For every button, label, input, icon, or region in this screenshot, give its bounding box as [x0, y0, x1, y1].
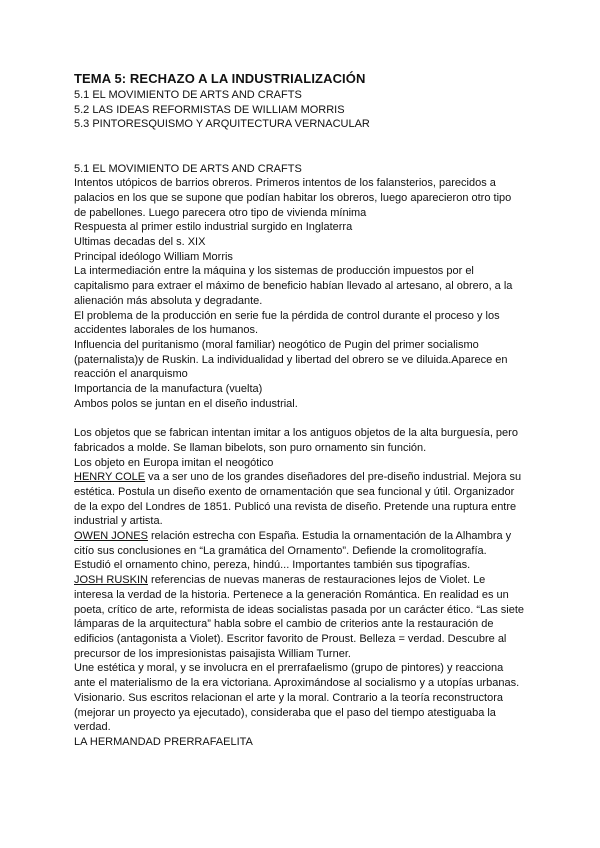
- josh-ruskin-paragraph: [74, 573, 554, 588]
- toc-item: 5.1 EL MOVIMIENTO DE ARTS AND CRAFTS: [74, 89, 302, 101]
- text-line: Ambos polos se juntan en el diseño industrial.: [74, 397, 298, 410]
- henry-cole-paragraph: [74, 470, 554, 485]
- text-line: Los objetos que se fabrican intentan imitar a los antiguos objetos de la alta burguesía, pero: [74, 427, 518, 440]
- text-line: Une estética y moral, y se involucra en el prerrafaelismo (grupo de pintores) y reacciona: [74, 662, 504, 675]
- text-line: edificios (antagonista a Violet). Escritor favorito de Proust. Belleza = verdad. Descubre al: [74, 632, 507, 645]
- text-line: industrial y artista.: [74, 515, 163, 528]
- document-page: [74, 70, 554, 750]
- document-title: TEMA 5: RECHAZO A LA INDUSTRIALIZACIÓN: [74, 71, 366, 86]
- text-line: Respuesta al primer estilo industrial surgido en Inglaterra: [74, 221, 353, 234]
- section-heading: 5.1 EL MOVIMIENTO DE ARTS AND CRAFTS: [74, 162, 302, 175]
- text-line: (mejorar un proyecto ya ejecutado), consideraba que el paso del tiempo atestiguaba la: [74, 706, 496, 719]
- text-line: estética. Postula un diseño exento de ornamentación que sea funcional y útil. Organizador: [74, 485, 515, 498]
- text-line: (paternalista)y de Ruskin. La individualidad y libertad del obrero se ve diluida.Aparece en: [74, 353, 508, 366]
- text-line: Los objeto en Europa imitan el neogótico: [74, 456, 274, 469]
- text-line: verdad.: [74, 721, 111, 734]
- text-line: La intermediación entre la máquina y los sistemas de producción impuestos por el: [74, 265, 474, 278]
- text-line: precursor de los impresionistas paisajista William Turner.: [74, 647, 351, 660]
- owen-jones-paragraph: [74, 529, 554, 544]
- text-line: citío sus conclusiones en “La gramática del Ornamento”. Defiende la cromolitografía.: [74, 544, 487, 557]
- toc-item: 5.2 LAS IDEAS REFORMISTAS DE WILLIAM MORRIS: [74, 103, 345, 116]
- text-line: Estudió el ornamento chino, pereza, hindú... Importantes también sus tipografías.: [74, 559, 471, 572]
- owen-jones-lines: [74, 544, 554, 573]
- text-line: palacios en los que se supone que podían habitar los obreros, luego aparecieron otro tipo: [74, 191, 512, 204]
- owen-jones-name: OWEN JONES: [74, 530, 148, 543]
- text-line: poeta, crítico de arte, reformista de ideas socialistas pasada por un carácter ético. “Las siete: [74, 603, 525, 616]
- text-line: reacción el anarquismo: [74, 368, 188, 381]
- text-line: alienación más absoluta y degradante.: [74, 294, 263, 307]
- text-line: de la expo del Londres de 1851. Publicó una revista de diseño. Pretende una ruptura entre: [74, 500, 517, 513]
- text-line: Importancia de la manufactura (vuelta): [74, 383, 263, 396]
- text-line: de pabellones. Luego parecera otro tipo de vivienda mínima: [74, 206, 367, 219]
- toc-item: 5.3 PINTORESQUISMO Y ARQUITECTURA VERNACULAR: [74, 118, 370, 131]
- text-line: Intentos utópicos de barrios obreros. Primeros intentos de los falansterios, parecidos a: [74, 177, 496, 190]
- josh-ruskin-lines: [74, 588, 554, 735]
- text-line: lámparas de la arquitectura” habla sobre el cambio de criterios ante la restauración de: [74, 618, 494, 631]
- text-line: interesa la verdad de la historia. Pertenece a la generación Romántica. En realidad es un: [74, 588, 509, 601]
- section2-intro: [74, 426, 554, 470]
- section1-body: [74, 176, 554, 411]
- paragraph-text: relación estrecha con España. Estudia la ornamentación de la Alhambra y: [147, 530, 512, 543]
- text-line: fabricados a molde. Se llaman bibelots, son puro ornamento sin función.: [74, 441, 427, 454]
- josh-ruskin-name: JOSH RUSKIN: [74, 574, 148, 587]
- paragraph-text: va a ser uno de los grandes diseñadores del pre-diseño industrial. Mejora su: [145, 471, 522, 484]
- text-line: capitalismo para extraer el máximo de beneficio habían llevado al artesano, al obrero, a la: [74, 280, 513, 293]
- paragraph-text: referencias de nuevas maneras de restauraciones lejos de Violet. Le: [147, 574, 486, 587]
- table-of-contents: [74, 88, 554, 132]
- text-line: Visionario. Sus escritos relacionan el arte y la moral. Contrario a la teoría reconstructora: [74, 691, 503, 704]
- henry-cole-name: HENRY COLE: [74, 471, 146, 484]
- text-line: Influencia del puritanismo (moral familiar) neogótico de Pugin del primer socialismo: [74, 338, 479, 351]
- text-line: ante el materialismo de la era victoriana. Aproximándose al socialismo y a utopías urbanas.: [74, 677, 520, 690]
- henry-cole-lines: [74, 485, 554, 529]
- closing-heading: LA HERMANDAD PRERRAFAELITA: [74, 735, 253, 748]
- text-line: accidentes laborales de los humanos.: [74, 324, 259, 337]
- text-line: Ultimas decadas del s. XIX: [74, 236, 206, 249]
- text-line: Principal ideólogo William Morris: [74, 250, 233, 263]
- text-line: El problema de la producción en serie fue la pérdida de control durante el proceso y los: [74, 309, 500, 322]
